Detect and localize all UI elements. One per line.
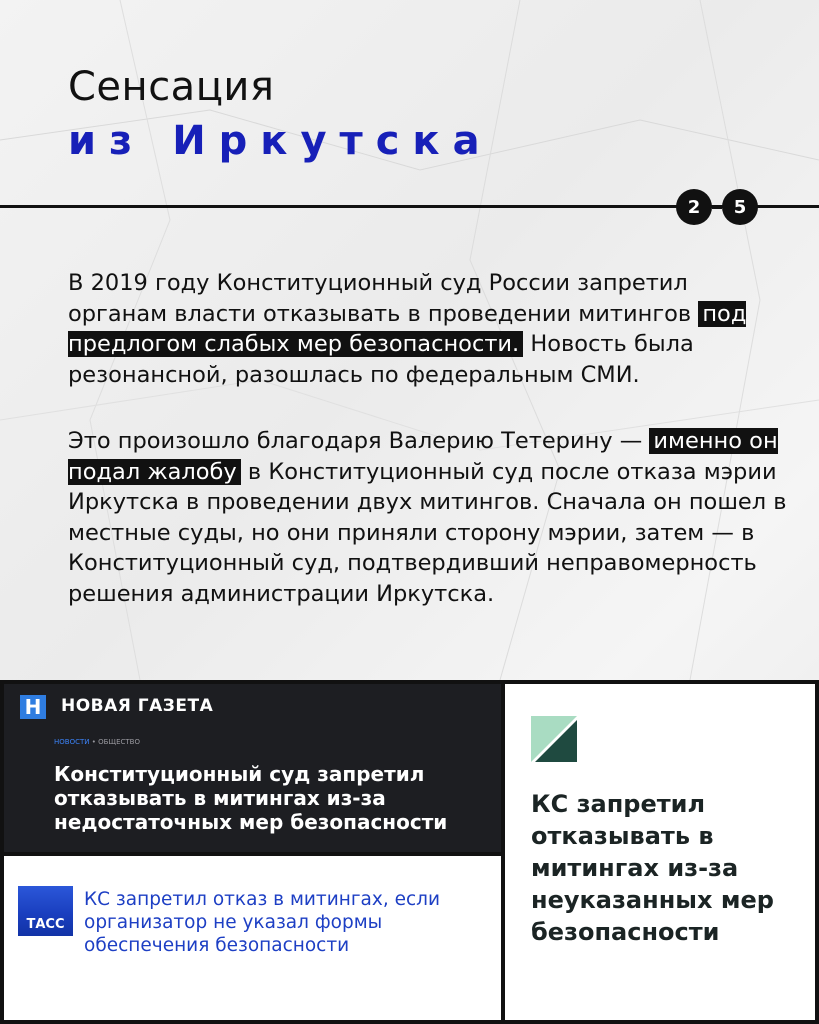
breadcrumb [54,738,140,746]
novaya-gazeta-headline: Конституционный суд запретил отказывать в митингах из-за недостаточных мер безопасности [54,762,448,834]
title-line-1: Сенсация [68,64,275,110]
ks-logo-icon [531,716,577,762]
page-dash [712,206,722,209]
tass-logo-icon [18,886,73,936]
paragraph-1-tail: Новость была резонансной, разошлась по федеральным СМИ. [68,331,694,388]
paragraph-2 [68,426,788,609]
paragraph-1-highlight: под предлогом слабых мер безопасности. [68,300,747,357]
page-indicator [676,187,758,227]
page-total: 5 [722,189,758,225]
novaya-gazeta-name: НОВАЯ ГАЗЕТА [61,696,214,716]
novaya-gazeta-card [4,684,501,852]
ks-card [505,684,815,1020]
breadcrumb-separator: • [91,738,96,746]
paragraph-2-text: Это произошло благодаря Валерию Тетерину — [68,428,650,454]
breadcrumb-news: НОВОСТИ [54,738,90,746]
tass-card [4,856,501,1020]
paragraph-2-highlight: именно он подал жалобу [68,428,778,485]
breadcrumb-section: ОБЩЕСТВО [98,738,140,746]
title-line-2: из Иркутска [68,118,493,164]
paragraph-1 [68,268,788,390]
novaya-gazeta-logo-icon: Н [20,695,46,719]
tass-headline: КС запретил отказ в митингах, если организатор не указал формы обеспечения безопасности [84,889,440,956]
ks-headline: КС запретил отказывать в митингах из-за неуказанных мер безопасности [531,790,774,946]
tass-logo-text: ТАСС [26,917,65,932]
page-current: 2 [676,189,712,225]
paragraph-2-tail: в Конституционный суд после отказа мэрии Иркутска в проведении двух митингов. Сначала он пошел в местные суды, но они приняли сторону мэрии, затем — в Конституционный суд, подтвердивший неправомерность решения администрации Иркутска. [68,458,787,607]
paragraph-1-text: В 2019 году Конституционный суд России запретил органам власти отказывать в проведении митингов [68,270,699,327]
